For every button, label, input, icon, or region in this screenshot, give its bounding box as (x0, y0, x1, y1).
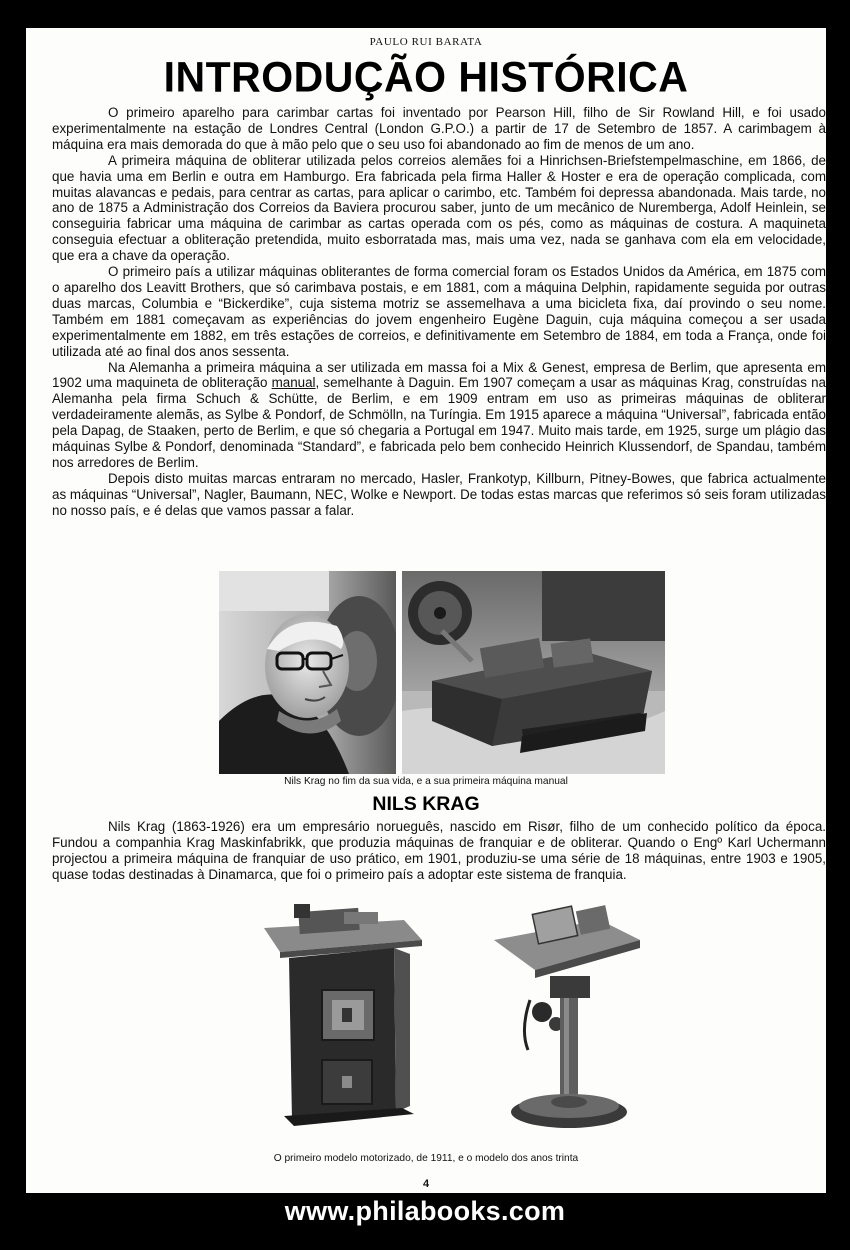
section-title-nils-krag: NILS KRAG (372, 793, 480, 815)
figure2-caption: O primeiro modelo motorizado, de 1911, e o modelo dos anos trinta (273, 1153, 579, 1164)
paragraph-text: Na Alemanha a primeira máquina a ser utilizada em massa foi a Mix & Genest, empresa de Berlim, que apresenta em 1902 uma maquineta de obliteração (52, 359, 826, 391)
nils-krag-text (52, 819, 826, 883)
intro-paragraph: O primeiro aparelho para carimbar cartas foi inventado por Pearson Hill, filho de Sir Rowland Hill, e foi usado experimentalmente na estação de Londres Central (London G.P.O.) a partir de 17 de Setembro de 1857. A carimbagem à máquina era mais demorada do que à mão pelo que o seu uso foi abandonado ao fim de menos de um ano. (52, 105, 826, 152)
section-paragraph: Nils Krag (1863-1926) era um empresário norueguês, nascido em Risør, filho de um conhecido político da época. Fundou a companhia Krag Maskinfabrikk, que produzia máquinas de franquiar e de obliterar. Quando o Engº Karl Uchermann projectou a primeira máquina de franquiar de uso prático, em 1901, produziu-se uma série de 18 máquinas, entre 1903 e 1905, quase todas destinadas à Dinamarca, que foi o primeiro país a adoptar este sistema de franquia. (52, 819, 826, 882)
paragraph-text: , semelhante à Daguin. Em 1907 começam a usar as máquinas Krag, construídas na Alemanha pela firma Schuch & Schütte, de Berlim, e em 1909 entram em uso as primeiras máquinas de obliterar verdadeiramente alemãs, as Sylbe & Pondorf, de Schmölln, na Turíngia. Em 1915 aparece a máquina “Universal”, fabricada então pela Dapag, de Staaken, perto de Berlim, e que só chegaria a Portugal em 1947. Muito mais tarde, em 1925, surge um plágio das máquinas Sylbe & Pondorf, denominada “Standard”, e fabricada pelo bem conhecido Heinrich Klussendorf, de Spandau, também nos arredores de Berlim. (52, 375, 826, 470)
intro-paragraph: A primeira máquina de obliterar utilizada pelos correios alemães foi a Hinrichsen-Briefstempelmaschine, em 1866, de que havia uma em Berlin e outra em Hamburgo. Era fabricada pela firma Haller & Hoster e era de operação complicada, com muitas alavancas e pedais, para centrar as cartas, para aplicar o carimbo, etc. Também foi depressa abandonada. Mais tarde, no ano de 1875 a Administração dos Correios da Baviera procurou saber, junto de um mecânico de Nuremberga, Adolf Heinlein, se conseguiria fabricar uma máquina de carimbar as cartas operada com os pés, como as máquinas de costura. A maquineta conseguia efectuar a obliteração pretendida, muito esborratada mas, mais uma vez, nada se ganhava com ela em velocidade, que era a chave da operação. (52, 152, 826, 264)
page-number: 4 (422, 1178, 430, 1190)
footer-website-url: www.philabooks.com (284, 1196, 566, 1226)
first-manual-machine-photo (402, 571, 665, 774)
figure1-caption: Nils Krag no fim da sua vida, e a sua primeira máquina manual (284, 776, 568, 787)
page-title: INTRODUÇÃO HISTÓRICA (163, 52, 689, 102)
intro-paragraph (52, 360, 826, 471)
first-motorized-model-photo (244, 890, 424, 1138)
intro-text (52, 105, 826, 519)
underlined-word: manual (271, 375, 316, 391)
intro-paragraph: Depois disto muitas marcas entraram no mercado, Hasler, Frankotyp, Killburn, Pitney-Bowes, que fabrica actualmente as máquinas “Universal”, Nagler, Baumann, NEC, Wolke e Newport. De todas estas marcas que referimos só seis foram utilizadas no nosso país, e é delas que vamos passar a falar. (52, 470, 826, 518)
book-page (26, 28, 826, 1193)
thirties-model-photo (490, 890, 648, 1138)
nils-krag-portrait-photo (219, 571, 396, 774)
intro-paragraph: O primeiro país a utilizar máquinas obliterantes de forma comercial foram os Estados Unidos da América, em 1875 com o aparelho dos Leavitt Brothers, que só carimbava postais, e em 1881, com a máquina Delphin, rapidamente seguida por outras duas marcas, Columbia e “Bickerdike”, cuja sistema motriz se assemelhava a uma bicicleta fixa, daí provindo o seu nome. Também em 1881 começavam as experiências do jovem engenheiro Eugène Daguin, cuja máquina começou a ser usada experimentalmente em 1882, em três estações de correios, e definitivamente em Setembro de 1884, em toda a França, onde foi utilizada até ao final dos anos sessenta. (52, 264, 826, 359)
running-head: PAULO RUI BARATA (369, 36, 483, 48)
